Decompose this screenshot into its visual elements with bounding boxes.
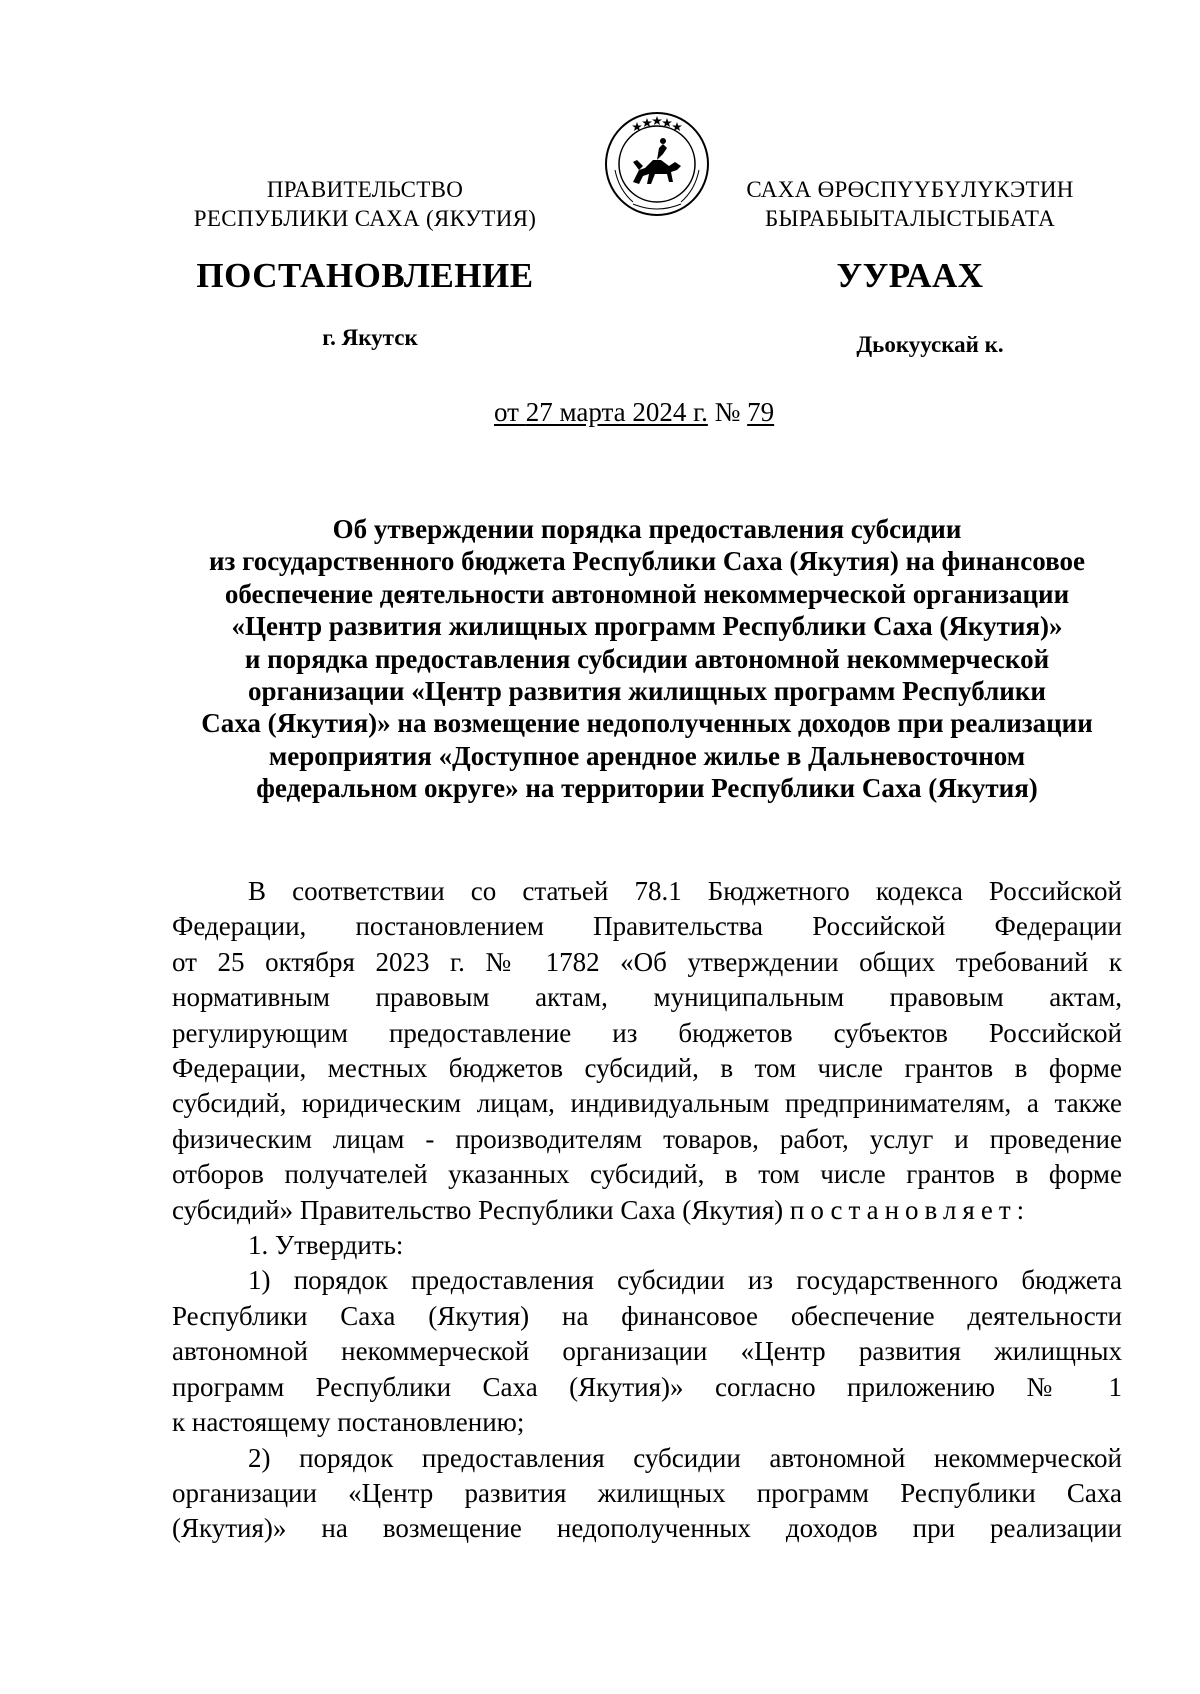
body-line: (Якутия)» на возмещение недополученных доходов при реализации [172,1513,1122,1544]
document-title [172,513,1122,805]
title-line: федеральном округе» на территории Республики Саха (Якутия) [256,773,1038,804]
header-left [175,175,555,233]
body-line: регулирующим предоставление из бюджетов субъектов Российской [172,1017,1122,1048]
header-left-line2: РЕСПУБЛИКИ САХА (ЯКУТИЯ) [193,206,537,231]
header-right-line1: САХА ӨРӨСПҮҮБҮЛҮКЭТИН [746,177,1074,202]
title-line: организации «Центр развития жилищных программ Республики [248,676,1046,707]
header-right-line2: БЫРАБЫЫТАЛЫСТЫБАТА [764,206,1056,231]
body-line: организации «Центр развития жилищных программ Республики Саха [172,1477,1122,1508]
date-value: 27 марта 2024 г. [525,397,708,427]
body-line: от 25 октября 2023 г. № 1782 «Об утверждении общих требований к [172,946,1122,977]
body-line: Федерации, местных бюджетов субсидий, в том числе грантов в форме [172,1053,1122,1084]
body-line: Республики Саха (Якутия) на финансовое обеспечение деятельности [172,1300,1122,1331]
city-ru: г. Якутск [322,325,418,350]
document-body [172,874,1122,1547]
document-number: 79 [747,397,775,427]
body-line: отборов получателей указанных субсидий, в том числе грантов в форме [172,1159,1122,1190]
title-line: и порядка предоставления субсидии автономной некоммерческой [244,643,1050,674]
title-line: «Центр развития жилищных программ Республики Саха (Якутия)» [231,611,1063,642]
body-line: физическим лицам - производителям товаров, работ, услуг и проведение [172,1123,1122,1154]
body-line: 1) порядок предоставления субсидии из государственного бюджета [248,1265,1122,1296]
title-line: Об утверждении порядка предоставления субсидии [332,514,962,544]
title-sakha: УУРААХ [836,256,984,295]
body-line: программ Республики Саха (Якутия)» согласно приложению № 1 [172,1371,1122,1402]
body-line [172,1193,1122,1228]
body-line: Федерации, постановлением Правительства Российской Федерации [172,911,1122,942]
body-line-prefix: субсидий» Правительство Республики Саха (Якутия) [172,1194,784,1225]
title-line: из государственного бюджета Республики Саха (Якутия) на финансовое [208,546,1085,577]
body-line: к настоящему постановлению; [172,1407,525,1438]
title-line: Саха (Якутия)» на возмещение недополученных доходов при реализации [201,708,1093,739]
title-line: обеспечение деятельности автономной некоммерческой организации [224,578,1070,609]
body-line: 2) порядок предоставления субсидии автономной некоммерческой [248,1442,1122,1473]
body-line: 1. Утвердить: [248,1230,404,1261]
header-left-line1: ПРАВИТЕЛЬСТВО [266,177,464,202]
number-sign: № [714,397,741,427]
body-line: В соответствии со статьей 78.1 Бюджетного кодекса Российской [248,876,1122,906]
body-line: субсидий, юридическим лицам, индивидуальным предпринимателям, а также [172,1088,1122,1119]
body-line: нормативным правовым актам, муниципальным правовым актам, [172,982,1122,1013]
date-number-line [494,397,774,428]
title-ru: ПОСТАНОВЛЕНИЕ [196,256,534,295]
header-right [740,175,1080,233]
title-line: мероприятия «Доступное арендное жилье в Дальневосточном [268,740,1026,771]
body-line: автономной некоммерческой организации «Центр развития жилищных [172,1336,1122,1367]
city-sakha: Дьокуускай к. [856,332,1004,357]
date-prefix: от [494,397,519,427]
republic-sakha-emblem-icon [603,110,711,218]
resolves-word: постановляет: [789,1194,1031,1225]
